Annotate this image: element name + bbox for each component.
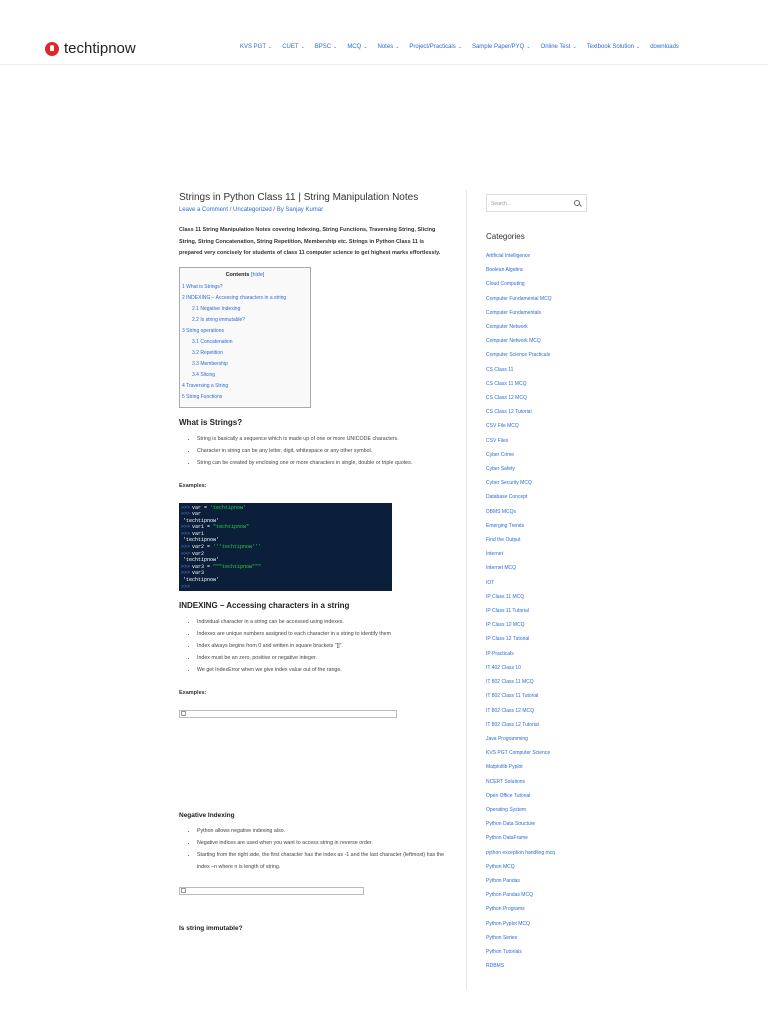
nav-item-kvs-pgt[interactable]: [240, 44, 272, 50]
category-link[interactable]: Find the Output: [486, 537, 521, 544]
search-input[interactable]: [486, 194, 587, 212]
nav-item-label: Notes: [377, 44, 394, 50]
code-prompt: >>>: [181, 570, 191, 577]
chevron-down-icon: ⌄: [300, 44, 305, 50]
code-prompt: >>>: [181, 511, 191, 518]
category-link[interactable]: Database Concept: [486, 494, 528, 501]
nav-item-notes[interactable]: [378, 44, 400, 50]
code-text: 'techtipnow': [183, 517, 220, 524]
list-item: • Starting from the right side, the first character has the index as -1 and the last character (leftmost) has the index –n where n is length of string.: [197, 849, 449, 873]
nav-item-textbook-solution[interactable]: [587, 44, 641, 50]
code-line: [181, 570, 390, 577]
code-text: var1 =: [192, 524, 214, 531]
category-link[interactable]: IT 802 Class 12 Tutorial: [486, 721, 539, 728]
code-text: var: [192, 511, 202, 518]
sidebar-divider: [466, 190, 467, 990]
category-link[interactable]: RDBMS: [486, 963, 505, 970]
leave-comment-link[interactable]: Leave a Comment: [179, 207, 229, 213]
category-link[interactable]: Emerging Trends: [486, 522, 525, 529]
list-item: • Character in string can be any letter, digit, whitespace or any other symbol.: [197, 445, 449, 457]
toc-title: Contents: [225, 271, 250, 278]
list-item: • Indexes are unique numbers assigned to each character in a string to identify them: [197, 628, 449, 640]
category-link[interactable]: Cyber Crime: [486, 451, 515, 458]
section-heading-indexing: INDEXING – Accessing characters in a string: [179, 600, 350, 610]
code-text: var1: [192, 530, 205, 537]
list-item: • String can be created by enclosing one or more characters in single, double or triple quotes.: [197, 457, 449, 469]
category-link[interactable]: Cloud Computing: [486, 281, 525, 288]
code-prompt: >>>: [181, 524, 191, 531]
category-link[interactable]: IP Class 12 Tutorial: [486, 636, 530, 643]
indexing-list: [179, 616, 449, 676]
code-string: 'techtipnow': [210, 504, 247, 511]
code-line: [181, 531, 390, 538]
section-heading-what-is-strings: What is Strings?: [179, 417, 243, 427]
table-of-contents: [179, 267, 311, 408]
category-link[interactable]: Artificial Intelligence: [486, 253, 531, 259]
category-link[interactable]: Java Programming: [486, 735, 528, 742]
code-line: [181, 524, 390, 531]
site-logo[interactable]: [45, 40, 136, 57]
category-link[interactable]: Python Pandas: [486, 877, 520, 884]
list-item: • Index always begins from 0 and written in square brackets "[]".: [197, 640, 449, 652]
code-text: var3 =: [192, 563, 214, 570]
code-text: var =: [192, 504, 211, 511]
category-link[interactable]: Matplotlib Pyplot: [486, 764, 523, 771]
category-link[interactable]: Computer Fundamental MCQ: [486, 295, 552, 302]
category-link[interactable]: Python Tutorials: [486, 948, 522, 955]
category-link[interactable]: KVS PGT Computer Science: [486, 750, 551, 757]
code-line: [181, 557, 390, 564]
toc-item[interactable]: 3.4 Slicing: [192, 371, 216, 378]
list-item: • Python allows negative indexing also.: [197, 825, 449, 837]
code-text: 'techtipnow': [183, 557, 220, 564]
code-line: [181, 511, 390, 518]
chevron-down-icon: ⌄: [526, 44, 531, 50]
code-line: [181, 544, 390, 551]
category-link[interactable]: IP Class 12 MCQ: [486, 622, 525, 629]
examples-label: Examples:: [179, 482, 207, 489]
author-link[interactable]: By Sanjay Kumar: [276, 207, 324, 213]
category-link[interactable]: CS Class 11: [486, 366, 514, 373]
categories-list: [486, 249, 596, 973]
category-link[interactable]: Computer Network: [486, 324, 528, 331]
category-link[interactable]: Python Pyplot MCQ: [486, 920, 530, 927]
category-link[interactable]: CS Class 11 MCQ: [486, 380, 527, 387]
section-heading-is-string-immutable: Is string immutable?: [179, 924, 243, 932]
code-line: [181, 518, 390, 525]
image-placeholder: [179, 887, 364, 895]
category-link[interactable]: DBMS MCQs: [486, 508, 516, 515]
nav-item-mcq[interactable]: [347, 44, 367, 50]
nav-item-label: CUET: [282, 44, 299, 50]
nav-item-label: Sample Paper/PYQ: [471, 44, 525, 50]
meta-separator: /: [229, 207, 234, 213]
code-string: "techtipnow": [213, 524, 250, 531]
category-link[interactable]: IP Practicals: [486, 650, 514, 657]
code-text: 'techtipnow': [183, 577, 220, 584]
chevron-down-icon: ⌄: [636, 44, 641, 50]
category-link[interactable]: Python DataFrame: [486, 835, 528, 842]
chevron-down-icon: ⌄: [457, 44, 462, 50]
category-link[interactable]: IT 402 Class 10: [486, 664, 521, 671]
nav-item-project-practicals[interactable]: [409, 44, 462, 50]
toc-item[interactable]: 2.1 Negative Indexing: [192, 305, 241, 312]
chevron-down-icon: ⌄: [395, 44, 400, 50]
chevron-down-icon: ⌄: [268, 44, 273, 50]
category-link[interactable]: python exception handling mcq: [486, 849, 555, 856]
category-link[interactable]: Boolean Algebra: [486, 267, 523, 274]
examples-label: Examples:: [179, 689, 207, 696]
toc-item[interactable]: 3.2 Repetition: [192, 349, 223, 356]
post-title: Strings in Python Class 11 | String Manipulation Notes: [179, 192, 419, 203]
list-item: • Negative indices are used when you want to access string in reverse order.: [197, 837, 449, 849]
toc-item[interactable]: 1 What is Strings?: [182, 283, 223, 290]
category-link[interactable]: Internet MCQ: [486, 565, 517, 572]
code-prompt: >>>: [181, 583, 191, 590]
toc-item[interactable]: 4 Traversing a String: [182, 382, 229, 389]
category-link[interactable]: Cyber Safety: [486, 466, 515, 473]
spacer: [179, 718, 449, 802]
code-string: '''techtipnow''': [213, 544, 262, 551]
category-link[interactable]: Python MCQ: [486, 863, 515, 870]
nav-item-bpsc[interactable]: [315, 44, 338, 50]
category-link[interactable]: CSV File MCQ: [486, 423, 519, 430]
nav-item-downloads[interactable]: [650, 44, 679, 50]
category-link[interactable]: Python Data Structure: [486, 821, 536, 828]
toc-item[interactable]: 3.3 Membership: [192, 360, 228, 367]
code-line: [181, 584, 390, 591]
toc-item[interactable]: 3 String operations: [182, 327, 224, 334]
nav-item-sample-paper-pyq[interactable]: [472, 44, 531, 50]
category-link[interactable]: IOT: [486, 579, 495, 586]
nav-item-label: Project/Practicals: [409, 44, 456, 50]
code-text: var2: [192, 550, 205, 557]
spacer: [179, 895, 449, 915]
list-item: • Individual character in a string can be accessed using indexes.: [197, 616, 449, 628]
category-link[interactable]: IP Class 11 Tutorial: [486, 608, 529, 615]
category-link[interactable]: IT 802 Class 11 Tutorial: [486, 693, 539, 700]
post-content: [179, 192, 449, 938]
toc-hide-link[interactable]: [hide]: [250, 271, 265, 278]
category-link[interactable]: IT 802 Class 11 MCQ: [486, 679, 534, 686]
code-prompt: >>>: [181, 544, 191, 551]
category-link[interactable]: NCERT Solutions: [486, 778, 525, 785]
code-example: [179, 503, 392, 591]
category-link[interactable]: Uncategorized: [233, 207, 272, 213]
what-is-strings-list: [179, 433, 449, 469]
section-heading-negative-indexing: Negative Indexing: [179, 811, 235, 819]
meta-separator: /: [273, 207, 277, 213]
negative-indexing-list: [179, 825, 449, 873]
category-link[interactable]: Python Programs: [486, 906, 525, 913]
logo-text: techtipnow: [64, 40, 136, 57]
search-placeholder: Search...: [491, 201, 512, 207]
nav-item-label: KVS PGT: [240, 44, 267, 50]
nav-item-label: Textbook Solution: [586, 44, 635, 50]
category-link[interactable]: IT 802 Class 12 MCQ: [486, 707, 534, 714]
list-item: • String is basically a sequence which is made up of one or more UNICODE characters.: [197, 433, 449, 445]
main-nav: [240, 44, 689, 50]
toc-item[interactable]: 2 INDEXING – Accessing characters in a string: [182, 294, 287, 301]
category-link[interactable]: Computer Science Practicals: [486, 352, 551, 359]
category-link[interactable]: Python Pandas MCQ: [486, 892, 533, 899]
category-link[interactable]: Computer Network MCQ: [486, 338, 541, 345]
toc-header: [182, 272, 308, 278]
chevron-down-icon: ⌄: [333, 44, 338, 50]
post-intro: Class 11 String Manipulation Notes covering Indexing, String Functions, Traversing String, Slicing String, String Concatenation, String Repetition, Membership etc. Strings in Python Class 11 is prepared very concisely for students of class 11 computer science to get highest marks effortlessly.: [179, 227, 441, 256]
chevron-down-icon: ⌄: [363, 44, 368, 50]
code-text: var2 =: [192, 544, 214, 551]
code-line: [181, 505, 390, 512]
toc-item[interactable]: 3.1 Concatenation: [192, 338, 233, 345]
code-text: 'techtipnow': [183, 537, 220, 544]
category-link[interactable]: CS Class 12 MCQ: [486, 395, 527, 402]
code-prompt: >>>: [181, 504, 191, 511]
category-link[interactable]: CS Class 12 Tutorial: [486, 409, 532, 416]
code-line: [181, 551, 390, 558]
code-prompt: >>>: [181, 550, 191, 557]
category-link[interactable]: Cyber Security MCQ: [486, 480, 532, 487]
category-link[interactable]: IP Class 11 MCQ: [486, 593, 525, 600]
category-link[interactable]: Computer Fundamentals: [486, 309, 542, 316]
post-meta: [179, 207, 449, 213]
code-line: [181, 537, 390, 544]
nav-item-label: Online Test: [540, 44, 571, 50]
code-prompt: >>>: [181, 563, 191, 570]
image-placeholder: [179, 710, 397, 718]
nav-item-label: MCQ: [347, 44, 362, 50]
nav-item-label: BPSC: [314, 44, 332, 50]
category-link[interactable]: Python Series: [486, 934, 518, 941]
category-link[interactable]: Open Office Tutorial: [486, 792, 531, 799]
site-header: [0, 0, 768, 65]
category-link[interactable]: Operating System: [486, 806, 527, 813]
category-link[interactable]: CSV Files: [486, 437, 509, 444]
code-line: [181, 577, 390, 584]
categories-title: Categories: [486, 232, 525, 241]
search-icon[interactable]: [574, 200, 580, 206]
category-link[interactable]: Internet: [486, 551, 503, 558]
code-line: [181, 564, 390, 571]
code-string: """techtipnow""": [213, 563, 262, 570]
list-item: • Index must be an zero, positive or negative integer.: [197, 652, 449, 664]
nav-item-online-test[interactable]: [541, 44, 577, 50]
nav-item-label: downloads: [650, 44, 679, 50]
list-item: • We get IndexError when we give index value out of the range.: [197, 664, 449, 676]
toc-item[interactable]: 5 String Functions: [182, 393, 223, 400]
code-prompt: >>>: [181, 530, 191, 537]
nav-item-cuet[interactable]: [282, 44, 305, 50]
chevron-down-icon: ⌄: [572, 44, 577, 50]
code-text: var3: [192, 570, 205, 577]
toc-list: [182, 282, 308, 403]
toc-item[interactable]: 2.2 Is string immutable?: [192, 316, 246, 323]
sidebar: [486, 194, 596, 973]
logo-icon: [45, 42, 59, 56]
